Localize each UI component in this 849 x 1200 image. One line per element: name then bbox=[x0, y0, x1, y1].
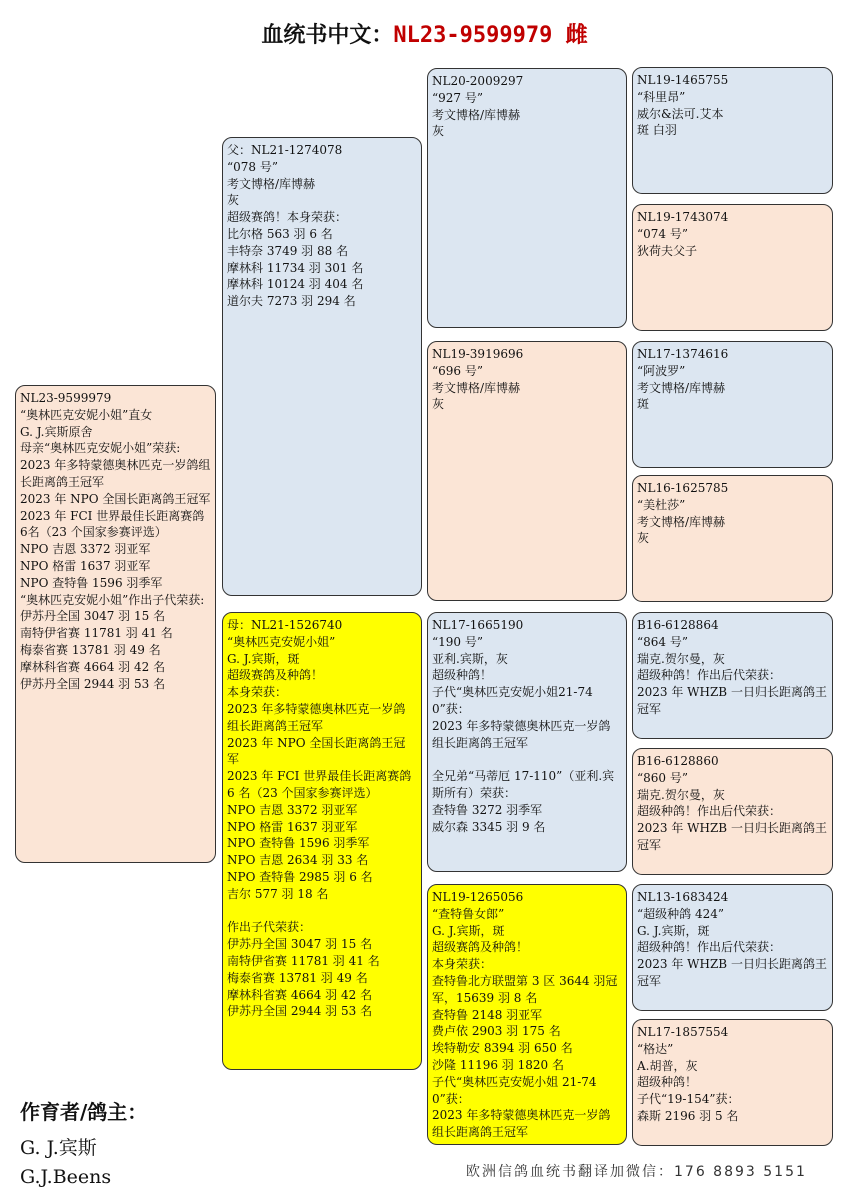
pedigree-line: 亚利.宾斯，灰 bbox=[432, 651, 508, 666]
pedigree-line: 超级种鸽！作出后代荣获： bbox=[637, 804, 782, 819]
pedigree-line: 狄荷夫父子 bbox=[637, 243, 698, 258]
pedigree-line: 摩林科省赛 4664 羽 42 名 bbox=[20, 659, 166, 674]
pedigree-line: 灰 bbox=[637, 531, 650, 546]
pedigree-line: NL17-1374616 bbox=[637, 347, 729, 361]
pedigree-line: 灰 bbox=[432, 124, 445, 139]
pedigree-line: 2023 年 WHZB 一日归长距离鸽王冠军 bbox=[637, 957, 827, 988]
pedigree-line: 费卢依 2903 羽 175 名 bbox=[432, 1024, 561, 1039]
pedigree-line: “科里昂” bbox=[637, 89, 686, 104]
pedigree-line: 考文博格/库博赫 bbox=[637, 514, 726, 529]
granddam-paternal-card bbox=[427, 341, 627, 601]
pedigree-line: “860 号” bbox=[637, 770, 688, 785]
pedigree-line: 沙隆 11196 羽 1820 名 bbox=[432, 1057, 564, 1072]
pedigree-line: “696 号” bbox=[432, 363, 483, 378]
pedigree-line: NPO 吉恩 2634 羽 33 名 bbox=[227, 853, 369, 868]
pedigree-line: 2023 年 WHZB 一日归长距离鸽王冠军 bbox=[637, 685, 827, 716]
pedigree-line: “格达” bbox=[637, 1041, 674, 1056]
pedigree-line: “074 号” bbox=[637, 226, 688, 241]
pedigree-line: 斑 白羽 bbox=[637, 123, 677, 138]
ggp-card-7 bbox=[632, 884, 833, 1011]
title-ring-number: NL23-9599979 雌 bbox=[393, 23, 588, 48]
pedigree-line: 灰 bbox=[227, 193, 240, 208]
pedigree-line: “078 号” bbox=[227, 159, 278, 174]
pedigree-line: 埃特勒安 8394 羽 650 名 bbox=[432, 1041, 573, 1056]
pedigree-line: 父：NL21-1274078 bbox=[227, 143, 343, 157]
pedigree-line: G. J.宾斯，斑 bbox=[432, 923, 505, 938]
pedigree-line: 2023 年多特蒙德奥林匹克一岁鸽组长距离鸽王冠军 bbox=[227, 701, 406, 733]
pedigree-line: 超级赛鸽及种鸽！ bbox=[227, 668, 324, 683]
pedigree-line: 威尔&法可.艾本 bbox=[637, 106, 724, 121]
pedigree-line: “查特鲁女郎” bbox=[432, 906, 505, 921]
pedigree-line: 母：NL21-1526740 bbox=[227, 618, 343, 632]
pedigree-line: 子代“奥林匹克安妮小姐21-740”获： bbox=[432, 685, 593, 716]
pedigree-line: 伊苏丹全国 2944 羽 53 名 bbox=[20, 676, 166, 691]
pedigree-line: “超级种鸽 424” bbox=[637, 906, 724, 921]
breeder-name-en: G.J.Beens bbox=[20, 1166, 112, 1188]
pedigree-line: NL17-1857554 bbox=[637, 1025, 729, 1039]
pedigree-line: 考文博格/库博赫 bbox=[227, 176, 316, 191]
title-prefix: 血统书中文： bbox=[261, 23, 394, 48]
pedigree-line: A.胡普，灰 bbox=[637, 1058, 698, 1073]
pedigree-line: 丰特奈 3749 羽 88 名 bbox=[227, 243, 349, 258]
pedigree-line: “927 号” bbox=[432, 90, 483, 105]
pedigree-line: 作出子代荣获： bbox=[227, 920, 312, 935]
pedigree-line: 灰 bbox=[432, 397, 445, 412]
pedigree-line: 2023 年多特蒙德奥林匹克一岁鸽组长距离鸽王冠军 bbox=[20, 458, 211, 489]
pedigree-line: NL20-2009297 bbox=[432, 74, 524, 88]
pedigree-line: 本身荣获： bbox=[432, 957, 493, 972]
pedigree-line: 摩林科省赛 4664 羽 42 名 bbox=[227, 987, 373, 1002]
ggp-card-8 bbox=[632, 1019, 833, 1146]
pedigree-line: 瑞克.贺尔曼，灰 bbox=[637, 787, 725, 802]
translation-contact-footer: 欧洲信鸽血统书翻译加微信：176 8893 5151 bbox=[466, 1164, 807, 1180]
pedigree-line: 超级赛鸽及种鸽！ bbox=[432, 940, 529, 955]
pedigree-line: 本身荣获： bbox=[227, 685, 288, 700]
pedigree-line: NPO 吉恩 3372 羽亚军 bbox=[20, 542, 151, 557]
ggp-card-2 bbox=[632, 204, 833, 331]
pedigree-line: “美杜莎” bbox=[637, 497, 686, 512]
pedigree-line: 超级种鸽！作出后代荣获： bbox=[637, 668, 782, 683]
pedigree-line: 2023 年 FCI 世界最佳长距离赛鸽6名（23 个国家参赛评选） bbox=[20, 508, 205, 540]
pedigree-line: G. J.宾斯，斑 bbox=[227, 651, 300, 666]
pedigree-line: 全兄弟“马蒂厄 17-110”（亚利.宾斯所有）荣获： bbox=[432, 769, 615, 800]
pedigree-line: 2023 年 FCI 世界最佳长距离赛鸽 6 名（23 个国家参赛评选） bbox=[227, 769, 416, 800]
pedigree-line: “864 号” bbox=[637, 634, 688, 649]
pedigree-line: 南特伊省赛 11781 羽 41 名 bbox=[20, 626, 173, 641]
pedigree-line: 子代“19-154”获： bbox=[637, 1092, 740, 1107]
pedigree-line: 超级种鸽！ bbox=[637, 1075, 698, 1090]
pedigree-line: NPO 查特鲁 1596 羽季军 bbox=[227, 836, 370, 851]
pedigree-line: NPO 格雷 1637 羽亚军 bbox=[227, 819, 358, 834]
breeder-block bbox=[20, 1096, 147, 1194]
pedigree-line: 超级赛鸽！本身荣获： bbox=[227, 210, 348, 225]
pedigree-line: 2023 年 NPO 全国长距离鸽王冠军 bbox=[20, 491, 211, 506]
pedigree-line: 查特鲁 2148 羽亚军 bbox=[432, 1007, 543, 1022]
pedigree-line: NL19-1265056 bbox=[432, 890, 524, 904]
pedigree-line: B16-6128860 bbox=[637, 754, 719, 768]
pedigree-line: NL19-1465755 bbox=[637, 73, 729, 87]
pedigree-line: 梅泰省赛 13781 羽 49 名 bbox=[227, 970, 368, 985]
pedigree-line: 摩林科 10124 羽 404 名 bbox=[227, 277, 364, 292]
pedigree-line: NL19-3919696 bbox=[432, 347, 524, 361]
sire-card bbox=[222, 137, 422, 596]
pedigree-line: NL17-1665190 bbox=[432, 618, 524, 632]
pedigree-line: 考文博格/库博赫 bbox=[432, 107, 521, 122]
pedigree-line: 南特伊省赛 11781 羽 41 名 bbox=[227, 953, 380, 968]
dam-card bbox=[222, 612, 422, 1070]
pedigree-line: NL19-1743074 bbox=[637, 210, 729, 224]
pedigree-line: 考文博格/库博赫 bbox=[432, 380, 521, 395]
pedigree-line: NPO 格雷 1637 羽亚军 bbox=[20, 558, 151, 573]
pedigree-line: 2023 年多特蒙德奥林匹克一岁鸽组长距离鸽王冠军 bbox=[432, 718, 611, 750]
ggp-card-3 bbox=[632, 341, 833, 468]
pedigree-line: 超级种鸽！作出后代荣获： bbox=[637, 940, 782, 955]
pedigree-line: NPO 查特鲁 1596 羽季军 bbox=[20, 575, 163, 590]
pedigree-line: 母亲“奥林匹克安妮小姐”荣获: bbox=[20, 441, 181, 456]
pedigree-line: 道尔夫 7273 羽 294 名 bbox=[227, 294, 356, 309]
ggp-card-6 bbox=[632, 748, 833, 875]
pedigree-line: NL16-1625785 bbox=[637, 481, 729, 495]
pedigree-line: 查特鲁北方联盟第 3 区 3644 羽冠军，15639 羽 8 名 bbox=[432, 973, 618, 1005]
pedigree-line: 2023 年 NPO 全国长距离鸽王冠军 bbox=[227, 735, 406, 767]
pedigree-line: 子代“奥林匹克安妮小姐 21-740”获： bbox=[432, 1074, 597, 1106]
pedigree-line: 伊苏丹全国 3047 羽 15 名 bbox=[20, 609, 166, 624]
pedigree-line: “奥林匹克安妮小姐” bbox=[227, 634, 336, 649]
pedigree-line: G. J.宾斯原舍 bbox=[20, 424, 93, 439]
pedigree-line: B16-6128864 bbox=[637, 618, 719, 632]
pedigree-line: 伊苏丹全国 2944 羽 53 名 bbox=[227, 1004, 373, 1019]
page-title bbox=[0, 18, 849, 49]
pedigree-line: NPO 吉恩 3372 羽亚军 bbox=[227, 802, 358, 817]
pedigree-line: “奥林匹克安妮小姐”作出子代荣获: bbox=[20, 592, 205, 607]
pedigree-line: 伊苏丹全国 3047 羽 15 名 bbox=[227, 937, 373, 952]
pedigree-line: 考文博格/库博赫 bbox=[637, 380, 726, 395]
pedigree-line: 超级种鸽！ bbox=[432, 668, 493, 683]
ggp-card-5 bbox=[632, 612, 833, 739]
subject-card bbox=[15, 385, 216, 863]
pedigree-line: G. J.宾斯，斑 bbox=[637, 923, 710, 938]
pedigree-line: 摩林科 11734 羽 301 名 bbox=[227, 260, 364, 275]
breeder-label: 作育者/鸽主： bbox=[20, 1100, 148, 1124]
pedigree-line: “190 号” bbox=[432, 634, 483, 649]
grandsire-paternal-card bbox=[427, 68, 627, 328]
pedigree-line: 2023 年多特蒙德奥林匹克一岁鸽组长距离鸽王冠军 bbox=[432, 1108, 611, 1140]
pedigree-line: 吉尔 577 羽 18 名 bbox=[227, 886, 329, 901]
pedigree-line: 2023 年 WHZB 一日归长距离鸽王冠军 bbox=[637, 821, 827, 852]
pedigree-line: 森斯 2196 羽 5 名 bbox=[637, 1108, 739, 1123]
pedigree-line: 比尔格 563 羽 6 名 bbox=[227, 226, 333, 241]
pedigree-line: 查特鲁 3272 羽季军 bbox=[432, 802, 543, 817]
pedigree-line bbox=[227, 903, 417, 920]
pedigree-line: “奥林匹克安妮小姐”直女 bbox=[20, 407, 153, 422]
grandsire-maternal-card bbox=[427, 612, 627, 872]
ggp-card-4 bbox=[632, 475, 833, 602]
pedigree-line: 梅泰省赛 13781 羽 49 名 bbox=[20, 642, 161, 657]
pedigree-line: 瑞克.贺尔曼，灰 bbox=[637, 651, 725, 666]
pedigree-line: NL23-9599979 bbox=[20, 391, 112, 405]
ggp-card-1 bbox=[632, 67, 833, 194]
granddam-maternal-card bbox=[427, 884, 627, 1145]
pedigree-line: NL13-1683424 bbox=[637, 890, 729, 904]
pedigree-line bbox=[432, 751, 622, 768]
pedigree-line: 斑 bbox=[637, 397, 650, 412]
pedigree-line: 威尔森 3345 羽 9 名 bbox=[432, 819, 546, 834]
pedigree-line: NPO 查特鲁 2985 羽 6 名 bbox=[227, 869, 373, 884]
pedigree-line: “阿波罗” bbox=[637, 363, 686, 378]
breeder-name-cn: G. J.宾斯 bbox=[20, 1137, 97, 1159]
